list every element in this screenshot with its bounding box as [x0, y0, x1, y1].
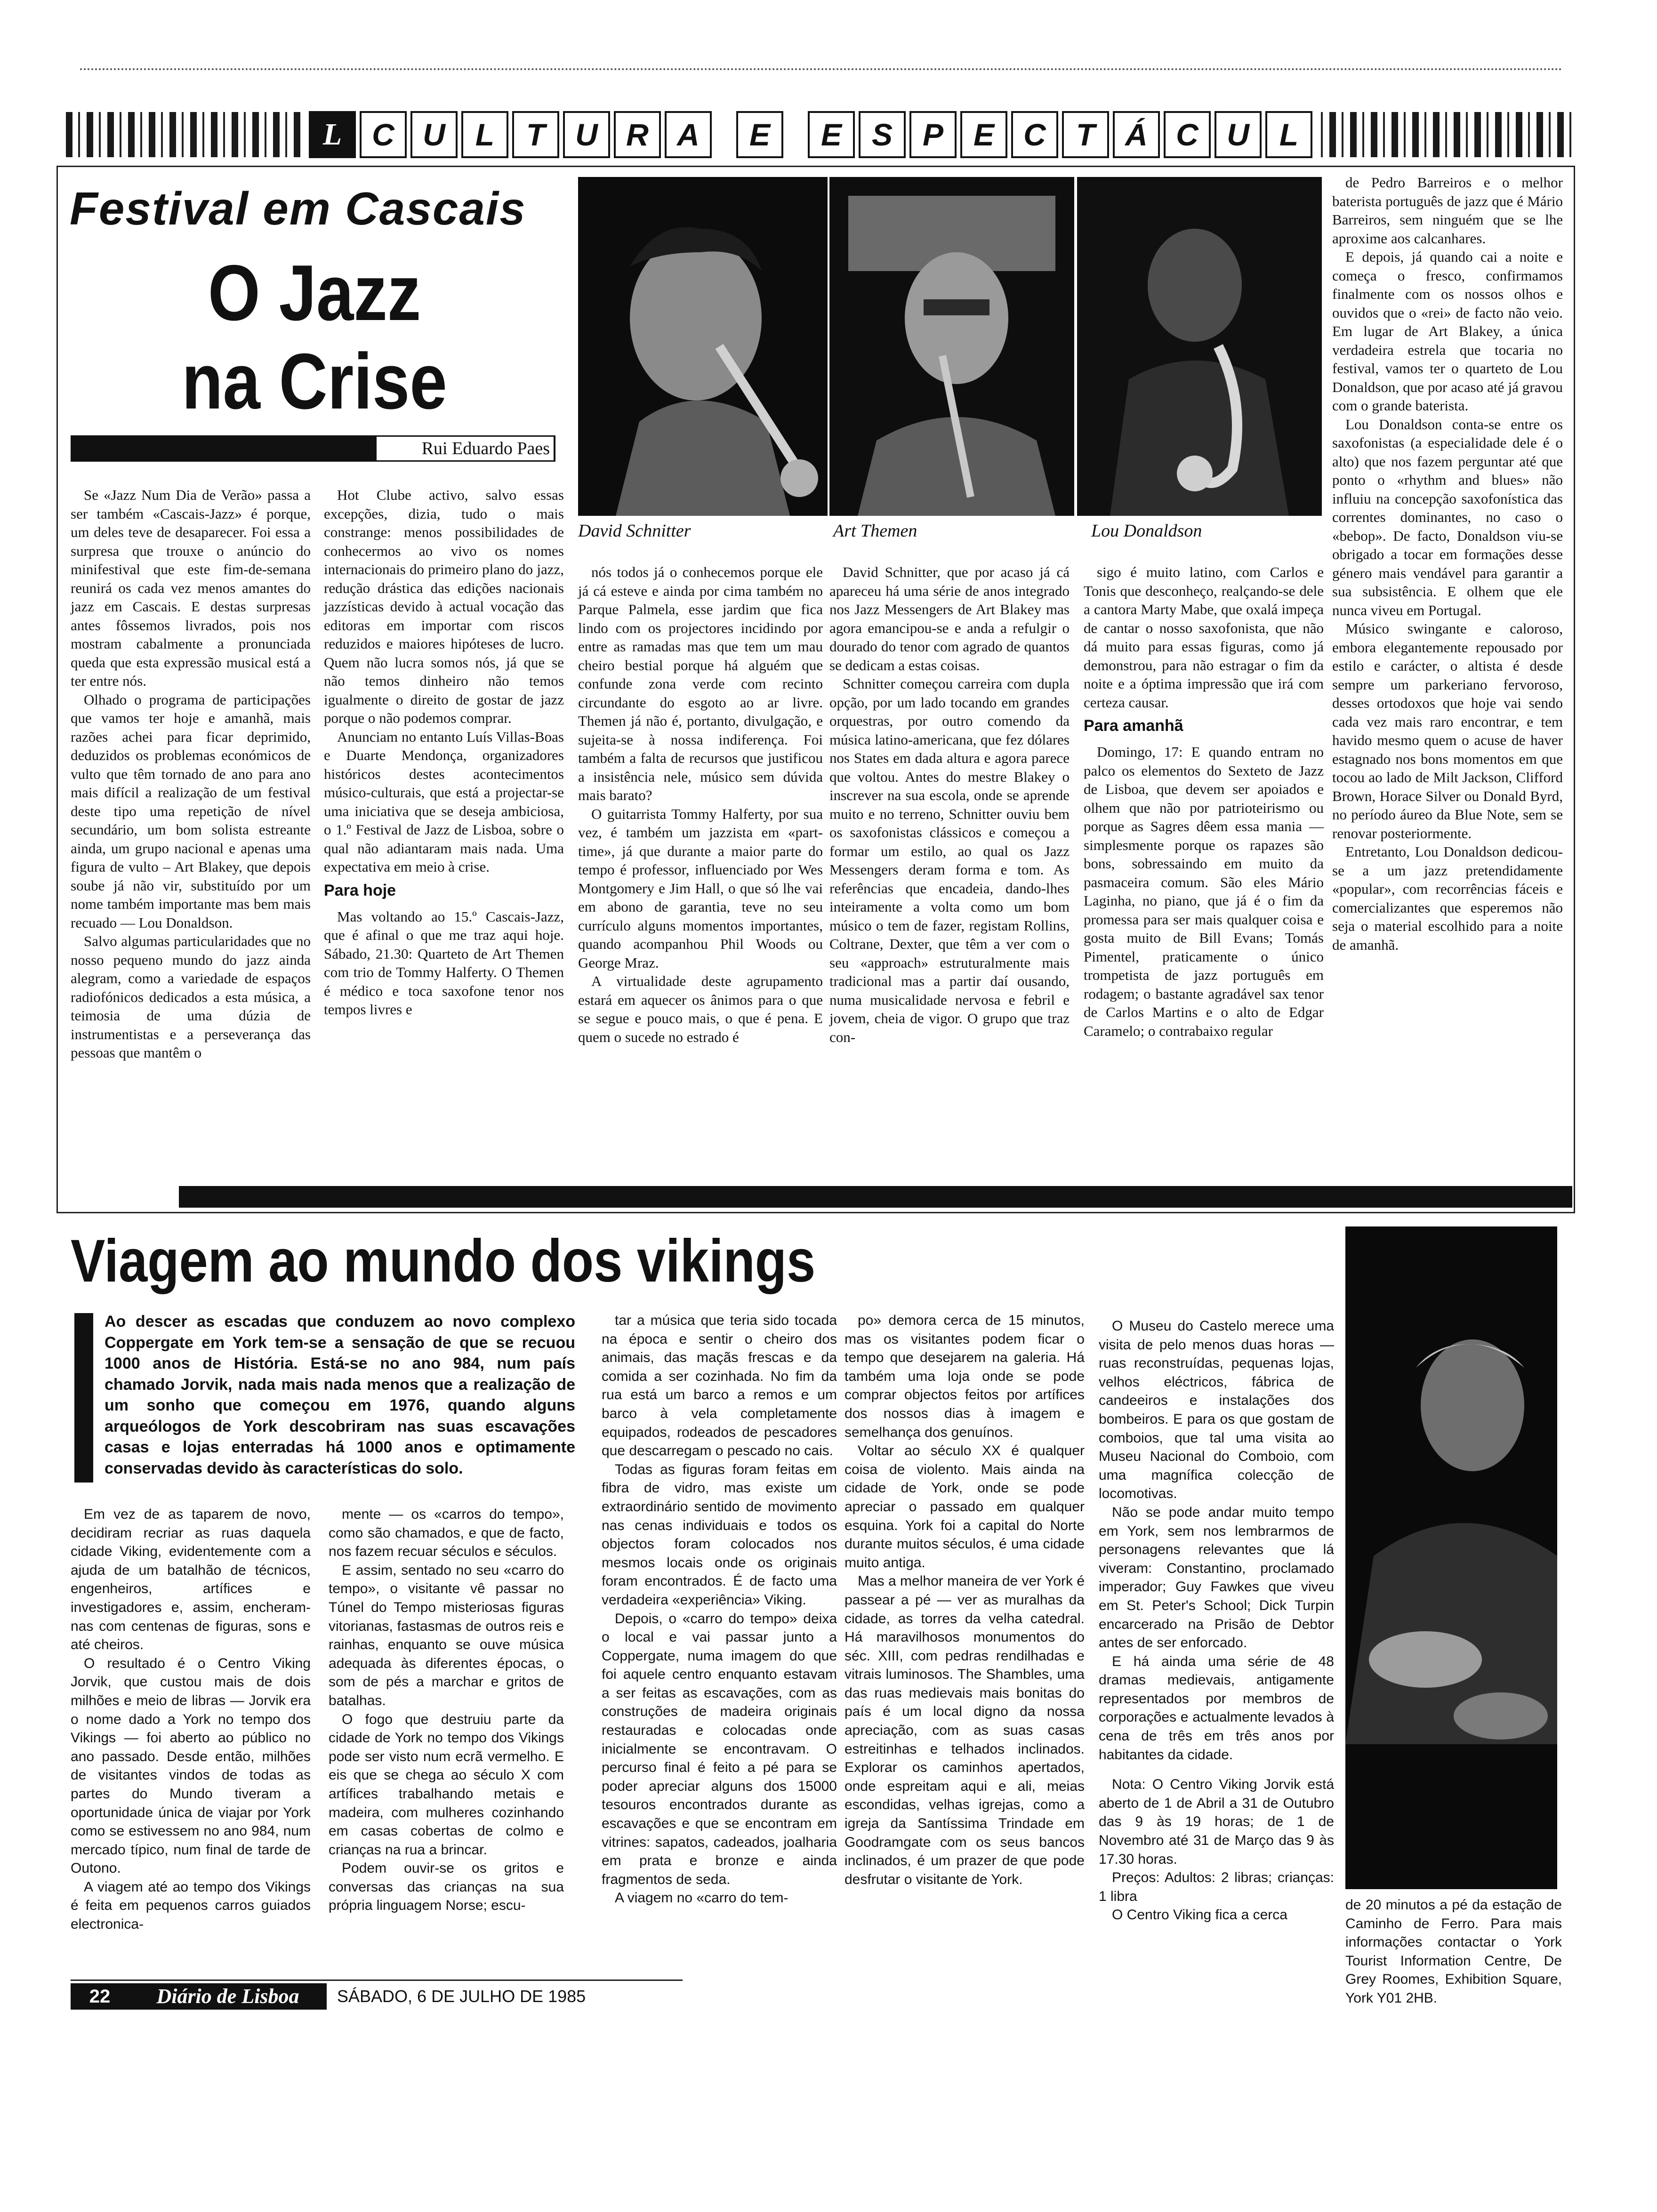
vikings-headline: Viagem ao mundo dos vikings	[71, 1227, 816, 1295]
header-letter: C	[1164, 111, 1211, 158]
jazz-column-2	[324, 486, 564, 1182]
paragraph: Domingo, 17: E quando entram no palco os elementos do Sexteto de Jazz de Lisboa, que devem ser apoiados e olhem que não por patrioteirismo ou porque as Sagres dêem essa mania — simplesmente porque os rapazes são bons, sobressaindo em muito da pasmaceira comum. São eles Mário Laginha, no piano, que já é o fim da promessa para ser mais qualquer coisa e gosta muito de Bill Evans; Tomás Pimentel, praticamente o único trompetista de jazz português em rodagem; o bastante agradável sax tenor de Carlos Martins e o alto de Edgar Caramelo; o contrabaixo regular	[1084, 744, 1324, 1039]
header-letter: E	[808, 111, 855, 158]
byline: Rui Eduardo Paes	[377, 437, 554, 460]
subhead-para-amanha: Para amanhã	[1084, 717, 1183, 735]
info-contact: de 20 minutos a pé da estação de Caminho de Ferro. Para mais informações contactar o York Tourist Information Centre, De Grey Roomes, Exhibition Square, York Y01 2HB.	[1345, 1897, 1562, 2006]
header-letter: R	[614, 111, 661, 158]
paragraph: Entretanto, Lou Donaldson dedicou-se a um jazz pretendidamente «popular», com recorrências fáceis e comercializantes que esperemos não seja o material escolhido para a noite de amanhã.	[1332, 843, 1563, 953]
paragraph: Todas as figuras foram feitas em fibra de vidro, mas existe um extraordinário sentido de movimento nas cenas individuais e todos os objectos foram colocados nos mesmos locais onde os originais foram encontrados. É de facto uma verdadeira «experiência» Viking.	[602, 1461, 837, 1608]
header-letter: L	[461, 111, 508, 158]
paragraph: E há ainda uma série de 48 dramas medievais, antigamente representados por membros de corporações e actualmente levados à cena de três em três anos por habitantes da cidade.	[1099, 1653, 1334, 1763]
header-letter: E	[736, 111, 783, 158]
header-letter: C	[1011, 111, 1058, 158]
paragraph: Em vez de as taparem de novo, decidiram recriar as ruas daquela cidade Viking, evidentemente com a ajuda de um batalhão de técnicos, engenheiros, artífices e investigadores e, assim, encheram-nas com centenas de figuras, sons e até cheiros.	[71, 1507, 311, 1653]
paragraph: sigo é muito latino, com Carlos e Tonis que desconheço, realçando-se dele a cantora Marty Mabe, que oxalá impeça de cantar o nosso saxofonista, que não dá muito para essas figuras, como já demonstrou, para não estragar o fim da noite e a óptima impressão que irá com certeza causar.	[1084, 564, 1324, 711]
paragraph: Olhado o programa de participações que vamos ter hoje e amanhã, mais razões achei para ficar deprimido, deduzidos os problemas económicos de vulto que têm tornado de ano para ano mais difícil a realização de um festival deste tipo uma repetição de nível secundário, um bom solista estreante ainda, um grupo nacional e apenas uma figura de vulto – Art Blakey, que depois soube já não vir, substituído por um nome também importante mas bem mais recuado — Lou Donaldson.	[71, 691, 311, 931]
paragraph: A viagem até ao tempo dos Vikings é feita em pequenos carros guiados electronica-	[71, 1879, 311, 1932]
vikings-column-3	[602, 1311, 837, 1976]
header-letter: U	[1215, 111, 1262, 158]
jazz-column-6	[1332, 173, 1563, 1182]
top-dotted-rule	[80, 68, 1563, 70]
info-prices: Preços: Adultos: 2 libras; crianças: 1 libra	[1099, 1870, 1334, 1904]
vikings-lead: Ao descer as escadas que conduzem ao novo complexo Coppergate em York tem-se a sensação de que se recuou 1000 anos de História. Está-se no ano 984, num país chamado Jorvik, nada mais nada menos que a realização de um sonho que começou em 1976, quando alguns arqueólogos de York descobriram nas suas escavações casas e lojas enterradas há 1000 anos e optimamente conservadas devido às características do solo.	[105, 1313, 575, 1477]
header-letter: T	[512, 111, 559, 158]
header-letter: L	[1265, 111, 1312, 158]
paragraph: Depois, o «carro do tempo» deixa o local e vai passar junto a Coppergate, numa imagem do que foi aquele centro enquanto estavam a ser feitas as escavações, com as construções de madeira originais restauradas e colocadas onde inicialmente se encontravam. O percurso final é feito a pé para se poder apreciar alguns dos 15000 tesouros encontrados durante as escavações e que se encontram em vitrines: sapatos, cadeados, joalharia em prata e bronze e ainda fragmentos de seda.	[602, 1611, 837, 1887]
paragraph: A virtualidade deste agrupamento estará em aquecer os ânimos para o que se segue e pouco mais, o que é pena. E quem o sucede no estrado é	[578, 973, 823, 1045]
vikings-column-2	[329, 1505, 564, 1976]
paragraph: Músico swingante e caloroso, embora elegantemente repousado por estilo e carácter, o altista é desde sempre um parkeriano fervoroso, desses ortodoxos que hoje vai sendo cada vez mais raro encontrar, e tem havido mesmo quem o acuse de haver estagnado nos bons momentos em que tocou ao lado de Milt Jackson, Clifford Brown, Horace Silver ou Donald Byrd, no período áureo da Blue Note, sem se renovar posteriormente.	[1332, 620, 1563, 842]
footer-masthead: Diário de Lisboa	[129, 1983, 327, 2010]
vikings-column-4	[845, 1311, 1085, 1976]
article-headline-line1: O Jazz	[208, 248, 421, 337]
header-letter: A	[665, 111, 712, 158]
header-letter: Á	[1113, 111, 1160, 158]
paragraph: A viagem no «carro do tem-	[615, 1890, 788, 1906]
paragraph: Voltar ao século XX é qualquer coisa de violento. Mais ainda na cidade de York, onde se pode apreciar o passado em qualquer esquina. York foi a capital do Norte durante muitos séculos, é uma cidade muito antiga.	[845, 1443, 1085, 1571]
paragraph: mente — os «carros do tempo», como são chamados, e que de facto, nos fazem recuar séculos e séculos.	[329, 1507, 564, 1560]
paragraph: David Schnitter, que por acaso já cá apareceu há uma série de anos integrado nos Jazz Messengers de Art Blakey mas agora emancipou-se e anda a refulgir o dourado do tenor com agrado de quantos se dedicam a estas coisas.	[829, 564, 1070, 673]
header-letter: E	[960, 111, 1007, 158]
lead-initial-bar	[74, 1313, 93, 1483]
paragraph: O guitarrista Tommy Halferty, por sua vez, é também um jazzista em «part-time», já que durante a maior parte do tempo é professor, influenciado por Wes Montgomery e Jim Hall, o que só lhe vai em abono de garantia, teve no seu currículo alguns momentos importantes, quando acompanhou Phil Woods ou George Mraz.	[578, 805, 823, 971]
jazz-column-4	[829, 563, 1070, 1182]
header-letter: P	[909, 111, 957, 158]
paragraph: po» demora cerca de 15 minutos, mas os visitantes podem ficar o tempo que desejarem na galeria. Há também uma loja onde se pode comprar objectos feitos por artífices dos nossos dias à imagem e semelhança dos genuínos.	[845, 1313, 1085, 1440]
section-logo: L	[309, 111, 356, 158]
header-letter: U	[410, 111, 458, 158]
paragraph: Salvo algumas particularidades que no nosso pequeno mundo do jazz ainda alegram, como a variedade de espaços radiofónicos dedicados a esta música, a teimosia de uma dúzia de instrumentistas e a perseverança das pessoas que mantêm o	[71, 933, 311, 1061]
header-letter: U	[563, 111, 610, 158]
paragraph: O resultado é o Centro Viking Jorvik, que custou mais de dois milhões e meio de libras — Jorvik era o nome dado a York no tempo dos Vikings — foi aberto ao público no ano passado. Desde então, milhões de visitantes vindos de todas as partes do Mundo tiveram a oportunidade única de viajar por York como se estivessem no ano 984, num mercado típico, num final de tarde de Outono.	[71, 1655, 311, 1876]
header-letter: S	[859, 111, 906, 158]
vikings-column-1	[71, 1505, 311, 1976]
photo-david-schnitter	[578, 177, 828, 516]
paragraph: Mas voltando ao 15.º Cascais-Jazz, que é afinal o que me traz aqui hoje. Sábado, 21.30: Quarteto de Art Themen com trio de Tommy Halferty. O Themen é médico e toca saxofone tenor nos tempos livres e	[324, 908, 564, 1018]
section-header	[306, 111, 1317, 158]
article-kicker: Festival em Cascais	[70, 183, 526, 234]
footer-date: SÁBADO, 6 DE JULHO DE 1985	[337, 1987, 586, 2006]
photo-art-themen	[829, 177, 1074, 516]
paragraph: de Pedro Barreiros e o melhor baterista português de jazz que é Mário Barreiros, sem ninguém que se lhe aproxime aos calcanhares.	[1332, 174, 1563, 247]
info-note: Nota: O Centro Viking Jorvik está aberto de 1 de Abril a 31 de Outubro das 9 às 19 horas; de 1 de Novembro até 31 de Março das 9 às 17.30 horas.	[1099, 1777, 1334, 1867]
jazz-column-5	[1084, 563, 1324, 1182]
footer-rule	[71, 1980, 683, 1981]
article-headline-line2: na Crise	[182, 337, 447, 425]
paragraph: E assim, sentado no seu «carro do tempo», o visitante vê passar no Túnel do Tempo misteriosas figuras vitorianas, fastasmas de outros reis e rainhas, enquanto se ouve música adequada às diferentes épocas, o som de pés a marchar e gritos de batalhas.	[329, 1562, 564, 1708]
vikings-column-6	[1345, 1896, 1562, 2006]
jazz-column-3	[578, 563, 823, 1182]
paragraph: O Museu do Castelo merece uma visita de pelo menos duas horas — ruas reconstruídas, pequenas lojas, velhos eléctricos, fábrica de candeeiros e instalações dos bombeiros. E para os que gostam de comboios, que tal uma visita ao Museu Nacional do Comboio, com uma magnífica colecção de locomotivas.	[1099, 1318, 1334, 1502]
photo-viking-figure	[1345, 1226, 1557, 1889]
paragraph: E depois, já quando cai a noite e começa o fresco, confirmamos finalmente com os nossos olhos e ouvidos que o «rei» de facto não veio. Em lugar de Art Blakey, a única verdadeira estrela que tocaria no festival, vamos ter o quarteto de Lou Donaldson, que por acaso até já gravou com o grande baterista.	[1332, 248, 1563, 414]
paragraph: Mas a melhor maneira de ver York é passear a pé — ver as muralhas da cidade, as torres da velha catedral. Há maravilhosos monumentos do séc. XIII, com pedras rendilhadas e vitrais luminosos. The Shambles, uma das ruas medievais mais bonitas do país é um local digno da nossa apreciação, com as suas casas estreitinhas e telhados inclinados. Explorar os caminhos apertados, onde espreitam aqui e ali, meias escondidas, velhas igrejas, como a igreja da Santíssima Trindade em Goodramgate com os seus bancos inclinados, é um prazer de que pode desfrutar o visitante de York.	[845, 1573, 1085, 1887]
paragraph: nós todos já o conhecemos porque ele já cá esteve e ainda por cima também no Parque Palmela, esse jardim que fica lindo com os projectores incidindo por entre as ramadas mas que tem um mau cheiro bestial porque há alguém que confunde zona verde com recinto circundante do esgoto ao ar livre. Themen já não é, portanto, divulgação, e sujeita-se à nossa indiferença. Foi também a falta de recursos que justificou a insistência nele, músico sem dúvida mais barato?	[578, 564, 823, 803]
caption-lou-donaldson: Lou Donaldson	[1091, 521, 1202, 541]
subhead-para-hoje: Para hoje	[324, 881, 396, 899]
paragraph: Se «Jazz Num Dia de Verão» passa a ser também «Cascais-Jazz» é porque, um deles teve de desaparecer. Foi essa a surpresa que trouxe o anúncio do minifestival que este fim-de-semana reunirá os cada vez menos amantes do jazz em Cascais. E destas surpresas antes fôssemos livrados, pois nos mostram cabalmente a pronunciada queda que esta expressão musical está a ter entre nós.	[71, 487, 311, 689]
paragraph: Podem ouvir-se os gritos e conversas das crianças na sua própria linguagem Norse; escu-	[329, 1860, 564, 1914]
header-letter: C	[360, 111, 407, 158]
caption-david-schnitter: David Schnitter	[578, 521, 691, 541]
caption-art-themen: Art Themen	[833, 521, 917, 541]
paragraph: Não se pode andar muito tempo em York, sem nos lembrarmos de personagens relevantes que lá viveram: Constantino, proclamado imperador; Guy Fawkes que viveu em St. Peter's School; Dick Turpin encarcerado na Prisão de Debtor antes de ser enforcado.	[1099, 1504, 1334, 1651]
vikings-column-5	[1099, 1317, 1334, 1976]
paragraph: Lou Donaldson conta-se entre os saxofonistas (a especialidade dele é o alto) que nos fazem perguntar até que ponto o «rhythm and blues» não influiu na concepção saxofonística das correntes dominantes, no caso o «bebop». De facto, Donaldson viu-se obrigado a tocar em formações desse género mais vendável para garantir a sua subsistência. E olhem que ele nunca viveu em Portugal.	[1332, 416, 1563, 618]
paragraph: tar a música que teria sido tocada na época e sentir o cheiro dos animais, das maçãs frescas e da comida a ser cozinhada. No fim da rua está um barco a remos e um barco à vela completamente equipados, rodeados de pescadores que descarregam o pescado no cais.	[602, 1313, 837, 1459]
paragraph: Schnitter começou carreira com dupla opção, por um lado tocando em grandes orquestras, por outro comendo da música latino-americana, que fez dólares nos States em dada altura e agora parece que voltou. Antes do mestre Blakey o inscrever na sua escola, onde se aprende muito e no terreno, Schnitter ouviu bem os saxofonistas clássicos e começou a formar um estilo, ao qual os Jazz Messengers deram forma e tom. As referências que encadeia, dando-lhes inteiramente a volta como um bom músico o tem de fazer, registam Rollins, Coltrane, Dexter, que têm a ver com o seu «approach» estruturalmente mais tradicional mas a partir daí ousando, numa musicalidade nervosa e febril e jovem, cheia de vigor. O grupo que traz con-	[829, 675, 1070, 1045]
info-location: O Centro Viking fica a cerca	[1112, 1907, 1287, 1923]
paragraph: Anunciam no entanto Luís Villas-Boas e Duarte Mendonça, organizadores históricos destes acontecimentos músico-culturais, que está a projectar-se uma iniciativa que se deseja ambiciosa, o 1.º Festival de Jazz de Lisboa, sobre o qual não adiantaram mais nada. Uma expectativa em meio à crise.	[324, 728, 564, 875]
paragraph: O fogo que destruiu parte da cidade de York no tempo dos Vikings pode ser visto num ecrã vermelho. E eis que se chega ao século X com artífices trabalhando metais e madeira, com mulheres cozinhando em casas cobertas de colmo e crianças na rua a brincar.	[329, 1711, 564, 1858]
article-separator-bar	[179, 1186, 1572, 1208]
footer-page-number: 22	[71, 1983, 129, 2010]
photo-lou-donaldson	[1077, 177, 1322, 516]
header-letter: T	[1062, 111, 1109, 158]
paragraph: Hot Clube activo, salvo essas excepções, dizia, tudo o mais constrange: menos possibilidades de conhecermos ao vivo os nomes internacionais do primeiro plano do jazz, redução drástica das edições nacionais jazzísticas devido à actual vocação das editoras em importar com riscos reduzidos e maiores hipóteses de lucro. Quem não lucra somos nós, já que se não temos dinheiro não temos igualmente o direito de gostar de jazz porque o não podemos comprar.	[324, 487, 564, 726]
jazz-column-1	[71, 486, 311, 1182]
